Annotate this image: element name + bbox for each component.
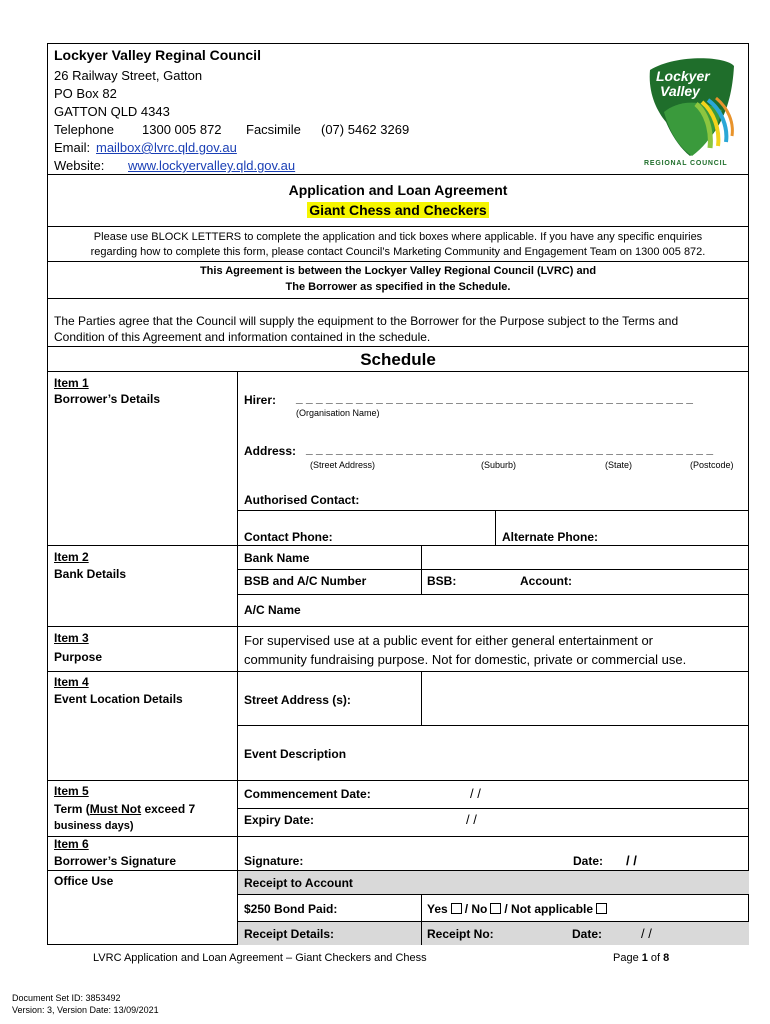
item3-number: Item 3 xyxy=(54,631,89,645)
logo-subtitle: REGIONAL COUNCIL xyxy=(644,160,728,167)
telephone-value: 1300 005 872 xyxy=(142,122,222,137)
page-of: of xyxy=(647,952,664,964)
purpose-line1: For supervised use at a public event for either general entertainment or xyxy=(244,633,654,648)
street-address-label: Street Address (s): xyxy=(244,693,351,707)
item2-label: Bank Details xyxy=(54,567,127,581)
purpose-line2: community fundraising purpose. Not for domestic, private or commercial use. xyxy=(244,652,687,667)
footer-title: LVRC Application and Loan Agreement – Giant Checkers and Chess xyxy=(93,952,427,964)
hirer-label: Hirer: xyxy=(244,393,277,407)
item5-label xyxy=(54,801,195,817)
instructions-line1: Please use BLOCK LETTERS to complete the application and tick boxes where applicable. If you have any specific enquiries xyxy=(93,231,703,243)
bsb-field[interactable]: BSB: xyxy=(427,574,457,588)
receipt-date-label: Date: xyxy=(572,927,603,941)
schedule-heading: Schedule xyxy=(360,350,436,369)
org-name-caption: (Organisation Name) xyxy=(296,408,380,418)
parties-line1: The Parties agree that the Council will supply the equipment to the Borrower for the Purpose subject to the Terms and xyxy=(54,314,679,328)
bsb-ac-label: BSB and A/C Number xyxy=(244,574,367,588)
contact-phone-label[interactable]: Contact Phone: xyxy=(244,530,333,544)
page-total: 8 xyxy=(663,952,670,964)
logo-leaf-icon xyxy=(636,52,742,172)
caption-state: (State) xyxy=(605,460,633,470)
commencement-date-input[interactable]: / / xyxy=(470,786,481,801)
bond-paid-label: $250 Bond Paid: xyxy=(244,902,338,916)
signature-field[interactable]: Signature: xyxy=(244,854,304,868)
telephone-label: Telephone xyxy=(54,122,114,137)
version-info: Version: 3, Version Date: 13/09/2021 xyxy=(12,1005,159,1015)
agreement-line2: The Borrower as specified in the Schedule. xyxy=(285,281,511,293)
account-field[interactable]: Account: xyxy=(520,574,572,588)
event-description-field[interactable]: Event Description xyxy=(244,747,347,761)
page-prefix: Page xyxy=(613,952,642,964)
website-link[interactable]: www.lockyervalley.qld.gov.au xyxy=(128,158,296,173)
caption-suburb: (Suburb) xyxy=(481,460,517,470)
page-subtitle: Giant Chess and Checkers xyxy=(309,202,487,218)
address-label: Address: xyxy=(244,444,297,458)
footer-page xyxy=(613,951,669,965)
facsimile-value: (07) 5462 3269 xyxy=(321,122,410,137)
email-link[interactable]: mailbox@lvrc.qld.gov.au xyxy=(96,140,237,155)
bank-name-label: Bank Name xyxy=(244,551,310,565)
receipt-no-field[interactable]: Receipt No: xyxy=(427,927,494,941)
item5-label-line2: business days) xyxy=(54,820,134,832)
term-must-not: Must Not xyxy=(89,802,142,816)
ac-name-field[interactable]: A/C Name xyxy=(244,603,301,617)
document-set-id: Document Set ID: 3853492 xyxy=(12,993,121,1003)
council-po-box: PO Box 82 xyxy=(54,86,117,101)
signature-date-label: Date: xyxy=(573,854,604,868)
item3-label: Purpose xyxy=(54,650,103,664)
authorised-contact-label[interactable]: Authorised Contact: xyxy=(244,493,360,507)
address-input[interactable]: _ _ _ _ _ _ _ _ _ _ _ _ _ _ _ _ _ _ _ _ _ _ _ _ _ _ _ _ _ _ _ _ _ _ _ _ _ _ _ _ _ xyxy=(306,442,713,456)
not-applicable-label: / Not applicable xyxy=(504,902,594,916)
facsimile-label: Facsimile xyxy=(246,122,301,137)
not-applicable-checkbox[interactable] xyxy=(596,903,607,914)
yes-checkbox[interactable] xyxy=(451,903,462,914)
logo-line1: Lockyer xyxy=(656,68,710,84)
council-town: GATTON QLD 4343 xyxy=(54,104,170,119)
page-title: Application and Loan Agreement xyxy=(288,182,508,198)
receipt-date-input[interactable]: / / xyxy=(641,926,652,941)
parties-line2: Condition of this Agreement and information contained in the schedule. xyxy=(54,330,431,344)
council-street: 26 Railway Street, Gatton xyxy=(54,68,203,83)
caption-postcode: (Postcode) xyxy=(690,460,734,470)
item6-number: Item 6 xyxy=(54,837,89,851)
item1-number: Item 1 xyxy=(54,376,89,390)
page-current: 1 xyxy=(641,952,648,964)
caption-street-address: (Street Address) xyxy=(310,460,376,470)
council-name: Lockyer Valley Reginal Council xyxy=(54,47,261,63)
yes-label: Yes xyxy=(427,902,448,916)
council-logo xyxy=(636,52,742,172)
receipt-details-label: Receipt Details: xyxy=(244,927,335,941)
term-suffix: exceed 7 xyxy=(141,802,196,816)
hirer-input[interactable]: _ _ _ _ _ _ _ _ _ _ _ _ _ _ _ _ _ _ _ _ _ _ _ _ _ _ _ _ _ _ _ _ _ _ _ _ _ _ _ _ xyxy=(296,391,693,405)
item2-number: Item 2 xyxy=(54,550,89,564)
office-use-label: Office Use xyxy=(54,874,114,888)
item1-label: Borrower’s Details xyxy=(54,392,161,406)
signature-date-input[interactable]: / / xyxy=(626,853,637,868)
item4-label: Event Location Details xyxy=(54,692,183,706)
alternate-phone-label[interactable]: Alternate Phone: xyxy=(502,530,599,544)
agreement-line1: This Agreement is between the Lockyer Valley Regional Council (LVRC) and xyxy=(199,265,597,277)
no-label: / No xyxy=(464,902,488,916)
item6-label: Borrower’s Signature xyxy=(54,854,177,868)
bond-paid-options xyxy=(427,901,610,917)
expiry-date-label: Expiry Date: xyxy=(244,813,315,827)
instructions-line2: regarding how to complete this form, please contact Council’s Marketing Community and Engagement Team on 1300 005 872. xyxy=(90,246,706,258)
subtitle-wrap xyxy=(47,202,749,220)
item4-number: Item 4 xyxy=(54,675,89,689)
expiry-date-input[interactable]: / / xyxy=(466,812,477,827)
no-checkbox[interactable] xyxy=(490,903,501,914)
bank-name-field[interactable] xyxy=(422,546,748,568)
email-label: Email: xyxy=(54,140,91,155)
logo-line2: Valley xyxy=(660,83,700,99)
website-label: Website: xyxy=(54,158,105,173)
item5-number: Item 5 xyxy=(54,784,89,798)
commencement-date-label: Commencement Date: xyxy=(244,787,371,801)
receipt-to-account-label: Receipt to Account xyxy=(244,876,353,890)
term-prefix: Term ( xyxy=(54,802,90,816)
street-address-field[interactable] xyxy=(422,672,748,724)
